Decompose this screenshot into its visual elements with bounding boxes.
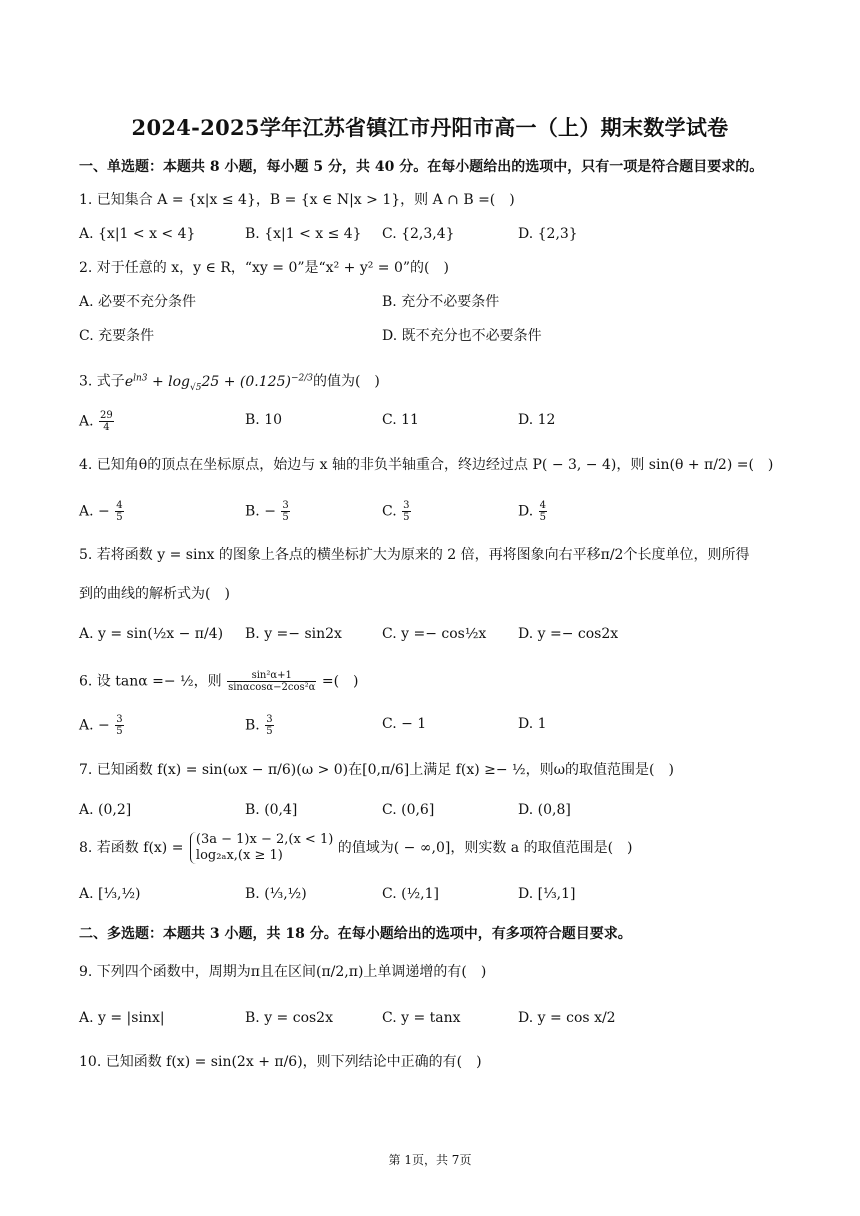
section-heading-multi-choice: 二、多选题：本题共 3 小题，共 18 分。在每小题给出的选项中，有多项符合题目要求。 bbox=[79, 926, 632, 942]
question-5-option-d: D. y =− cos2x bbox=[518, 626, 619, 642]
exam-title: 2024-2025学年江苏省镇江市丹阳市高一（上）期末数学试卷 bbox=[131, 115, 729, 140]
question-4-stem: 4. 已知角θ的顶点在坐标原点，始边与 x 轴的非负半轴重合，终边经过点 P( − 3, − 4)，则 sin(θ + π/2) =( ) bbox=[79, 457, 774, 473]
question-5-stem-line-2: 到的曲线的解析式为( ) bbox=[79, 586, 230, 602]
question-8-stem-prefix: 8. 若函数 f(x) = bbox=[79, 840, 184, 856]
question-6-stem bbox=[79, 670, 359, 693]
numerator: 3 bbox=[266, 714, 273, 725]
page-footer: 第 1页，共 7页 bbox=[388, 1153, 472, 1167]
question-1-option-a: A. {x|1 < x < 4} bbox=[79, 226, 196, 242]
fraction bbox=[99, 410, 114, 433]
numerator: 4 bbox=[539, 500, 547, 511]
option-label: C. bbox=[382, 503, 397, 520]
question-1-option-c: C. {2,3,4} bbox=[382, 226, 455, 242]
section-heading-single-choice: 一、单选题：本题共 8 小题，每小题 5 分，共 40 分。在每小题给出的选项中，只有一项是符合题目要求的。 bbox=[79, 159, 764, 175]
question-1-stem: 1. 已知集合 A = {x|x ≤ 4}，B = {x ∈ N|x > 1}，则 A ∩ B =( ) bbox=[79, 192, 515, 208]
option-label: A. − bbox=[79, 717, 110, 734]
piecewise-case-1: (3a − 1)x − 2,(x < 1) bbox=[195, 832, 334, 847]
question-6-stem-prefix: 6. 设 tanα =− ½，则 bbox=[79, 673, 222, 690]
option-label: B. − bbox=[245, 503, 276, 520]
question-4-option-a bbox=[79, 500, 125, 523]
option-label: A. − bbox=[79, 503, 110, 520]
numerator: 4 bbox=[116, 500, 123, 511]
question-3-option-d: D. 12 bbox=[518, 412, 556, 428]
option-label: A. bbox=[79, 413, 94, 430]
question-9-option-a: A. y = |sinx| bbox=[79, 1010, 165, 1026]
numerator: 29 bbox=[100, 410, 113, 421]
question-2-option-d: D. 既不充分也不必要条件 bbox=[382, 328, 542, 344]
question-6-stem-suffix: =( ) bbox=[321, 673, 359, 690]
question-2-option-c: C. 充要条件 bbox=[79, 328, 155, 344]
question-7-option-c: C. (0,6] bbox=[382, 802, 435, 818]
question-7-option-b: B. (0,4] bbox=[245, 802, 298, 818]
question-3-option-a bbox=[79, 410, 115, 433]
question-3-stem-prefix: 3. 式子 bbox=[79, 373, 125, 390]
question-2-option-a: A. 必要不充分条件 bbox=[79, 294, 197, 310]
question-8-stem-suffix: 的值域为( − ∞,0]，则实数 a 的取值范围是( ) bbox=[337, 840, 633, 856]
question-9-option-b: B. y = cos2x bbox=[245, 1010, 333, 1026]
denominator: 5 bbox=[403, 512, 410, 523]
fraction bbox=[265, 714, 273, 737]
question-4-option-b bbox=[245, 500, 291, 523]
question-8-option-c: C. (½,1] bbox=[382, 886, 439, 902]
option-label: B. bbox=[245, 717, 260, 734]
denominator: 5 bbox=[282, 512, 289, 523]
question-6-fraction bbox=[227, 670, 316, 693]
question-3-option-c: C. 11 bbox=[382, 412, 419, 428]
denominator: sinαcosα−2cos²α bbox=[228, 682, 316, 693]
denominator: 5 bbox=[116, 726, 123, 737]
option-label: D. bbox=[518, 503, 534, 520]
question-9-option-c: C. y = tanx bbox=[382, 1010, 461, 1026]
question-6-option-d: D. 1 bbox=[518, 716, 547, 732]
fraction bbox=[115, 714, 123, 737]
numerator: 3 bbox=[116, 714, 123, 725]
question-3-stem-suffix: 的值为( ) bbox=[312, 373, 380, 390]
question-10-stem: 10. 已知函数 f(x) = sin(2x + π/6)，则下列结论中正确的有( ) bbox=[79, 1054, 482, 1070]
question-9-stem: 9. 下列四个函数中，周期为π且在区间(π/2,π)上单调递增的有( ) bbox=[79, 964, 487, 980]
question-8-stem bbox=[79, 832, 633, 864]
denominator: 5 bbox=[266, 726, 273, 737]
question-3-stem bbox=[79, 368, 380, 397]
question-4-option-d bbox=[518, 500, 548, 523]
fraction bbox=[115, 500, 123, 523]
question-6-option-c: C. − 1 bbox=[382, 716, 427, 732]
denominator: 5 bbox=[539, 512, 547, 523]
question-8-option-b: B. (⅓,½) bbox=[245, 886, 307, 902]
numerator: 3 bbox=[282, 500, 289, 511]
question-5-option-c: C. y =− cos½x bbox=[382, 626, 487, 642]
fraction bbox=[281, 500, 289, 523]
question-7-option-d: D. (0,8] bbox=[518, 802, 571, 818]
question-4-option-c bbox=[382, 500, 412, 523]
denominator: 5 bbox=[116, 512, 123, 523]
piecewise-case-2: log₂ₐx,(x ≥ 1) bbox=[195, 848, 283, 863]
piecewise-brace bbox=[190, 832, 333, 864]
question-5-option-b: B. y =− sin2x bbox=[245, 626, 342, 642]
numerator: sin²α+1 bbox=[227, 670, 316, 682]
question-8-option-d: D. [⅓,1] bbox=[518, 886, 576, 902]
question-2-stem: 2. 对于任意的 x，y ∈ R，“xy = 0”是“x² + y² = 0”的( ) bbox=[79, 260, 449, 276]
question-6-option-b bbox=[245, 714, 275, 737]
question-9-option-d: D. y = cos x/2 bbox=[518, 1010, 616, 1026]
question-1-option-d: D. {2,3} bbox=[518, 226, 578, 242]
question-7-stem: 7. 已知函数 f(x) = sin(ωx − π/6)(ω > 0)在[0,π/6]上满足 f(x) ≥− ½，则ω的取值范围是( ) bbox=[79, 762, 674, 778]
fraction bbox=[539, 500, 547, 523]
fraction bbox=[402, 500, 410, 523]
question-1-option-b: B. {x|1 < x ≤ 4} bbox=[245, 226, 362, 242]
denominator: 4 bbox=[103, 422, 110, 433]
question-3-expression: $e^{ln3} + \log_{√5}25 + (0.125)^{-2/3}$ bbox=[124, 373, 313, 393]
question-2-option-b: B. 充分不必要条件 bbox=[382, 294, 500, 310]
question-8-option-a: A. [⅓,½) bbox=[79, 886, 141, 902]
question-5-option-a: A. y = sin(½x − π/4) bbox=[79, 626, 224, 642]
question-3-option-b: B. 10 bbox=[245, 412, 283, 428]
question-5-stem-line-1: 5. 若将函数 y = sinx 的图象上各点的横坐标扩大为原来的 2 倍，再将图象向右平移π/2个长度单位，则所得 bbox=[79, 547, 750, 563]
numerator: 3 bbox=[403, 500, 410, 511]
question-7-option-a: A. (0,2] bbox=[79, 802, 132, 818]
question-6-option-a bbox=[79, 714, 125, 737]
